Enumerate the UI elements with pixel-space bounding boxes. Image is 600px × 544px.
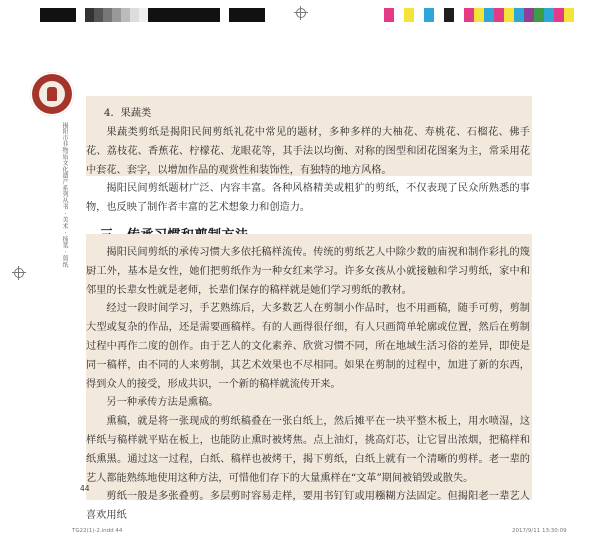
color-swatch: [434, 8, 444, 22]
series-seal-logo: [30, 72, 74, 116]
paragraph-text: 揭阳民间剪纸题材广泛、内容丰富。各种风格精美或粗犷的剪纸，不仅表现了民众所熟悉的事物，也反映了制作者丰富的艺术想象力和创造力。: [86, 183, 530, 214]
color-swatch: [166, 8, 175, 22]
color-swatch: [534, 8, 544, 22]
footer-file-info: TG22(1)-2.indd 44: [72, 528, 123, 534]
paragraph-text: 果蔬类剪纸是揭阳民间剪纸礼花中常见的题材，多种多样的大柚花、寿桃花、石榴花、佛手花、荔枝花、香蕉花、柠檬花、龙眼花等，其手法以均衡、对称的图型和团花图案为主，常采用花中套花、套字，以增加作品的观赏性和装饰性，有独特的地方风格。: [86, 127, 530, 176]
color-swatch: [229, 8, 238, 22]
color-swatch: [454, 8, 464, 22]
color-swatch: [220, 8, 229, 22]
footer-timestamp: 2017/9/11 13:30:09: [512, 528, 567, 534]
color-swatch: [103, 8, 112, 22]
color-swatch: [494, 8, 504, 22]
color-swatch: [202, 8, 211, 22]
color-swatch: [94, 8, 103, 22]
color-swatch: [464, 8, 474, 22]
paragraph-text: 另一种承传方法是熏稿。: [106, 397, 219, 409]
color-swatch: [76, 8, 85, 22]
color-swatch: [504, 8, 514, 22]
color-swatch: [130, 8, 139, 22]
color-swatch: [394, 8, 404, 22]
paragraph-text: 剪纸一般是多张叠剪。多层剪时容易走样，要用书钉钉或用糨糊方法固定。但揭阳老一辈艺人喜欢用纸: [86, 491, 530, 522]
color-swatch: [211, 8, 220, 22]
seal-emblem: [47, 87, 57, 101]
color-swatch: [247, 8, 256, 22]
color-swatch: [40, 8, 49, 22]
color-swatch: [484, 8, 494, 22]
color-swatch: [404, 8, 414, 22]
color-swatch: [524, 8, 534, 22]
color-swatch: [175, 8, 184, 22]
color-swatch: [444, 8, 454, 22]
page-number: 44: [80, 484, 90, 493]
section-body: [86, 244, 530, 526]
color-swatch: [564, 8, 574, 22]
color-swatch: [193, 8, 202, 22]
color-swatch: [424, 8, 434, 22]
color-swatch: [85, 8, 94, 22]
color-swatch: [544, 8, 554, 22]
color-swatch: [414, 8, 424, 22]
paragraph-text: 揭阳民间剪纸的承传习惯大多依托稿样流传。传统的剪纸艺人中除少数的庙祝和制作彩扎的篾厨工外，基本是女性，她们把剪纸作为一种女红来学习。许多女孩从小就接触和学习剪纸，家中和邻里的长辈女性就是老师，长辈们保存的稿样就是她们学习剪纸的教材。: [86, 247, 530, 296]
registration-mark: [14, 268, 24, 278]
paragraph-text: 熏稿，就是将一张现成的剪纸稿叠在一张白纸上，然后摊平在一块平整木板上，用水喷湿，这样纸与稿样就平贴在板上，也能防止熏时被烤焦。点上油灯，挑高灯芯，让它冒出浓烟，把稿样和纸熏黑。通过这一过程，白纸、稿样也被烤干，揭下剪纸，白纸上就有一个清晰的剪样。老一辈的艺人都能熟练地使用这种方法，可惜他们存下的大量熏样在“文革”期间被销毁或散失。: [86, 416, 530, 484]
color-swatch: [157, 8, 166, 22]
color-swatch: [148, 8, 157, 22]
registration-mark: [296, 8, 306, 18]
color-swatch: [184, 8, 193, 22]
color-swatch: [554, 8, 564, 22]
series-title-vertical: 揭阳市非物质文化遗产系列丛书 · 美术 · 扬葉 · 剪纸: [61, 122, 68, 268]
paragraph: [86, 124, 530, 218]
color-swatch: [384, 8, 394, 22]
color-swatch: [67, 8, 76, 22]
color-swatch: [49, 8, 58, 22]
color-swatch: [256, 8, 265, 22]
color-calibration-bar-left: [40, 8, 265, 22]
color-swatch: [121, 8, 130, 22]
color-swatch: [238, 8, 247, 22]
color-swatch: [139, 8, 148, 22]
color-swatch: [112, 8, 121, 22]
color-swatch: [58, 8, 67, 22]
color-calibration-bar-right: [384, 8, 574, 22]
subsection-heading: 4．果蔬类: [104, 108, 152, 119]
color-swatch: [514, 8, 524, 22]
color-swatch: [474, 8, 484, 22]
paragraph-text: 经过一段时间学习，手艺熟练后，大多数艺人在剪制小作品时，也不用画稿，随手可剪，剪制大型或复杂的作品，还是需要画稿样。有的人画得很仔细，有人只画简单轮廓或位置，然后在剪制过程中再作二度的创作。由于艺人的文化素养、欣赏习惯不同，所在地域生活习俗的差异，即使是同一稿样，由不同的人来剪制，其艺术效果也不尽相同。如果在剪制的过程中，加进了新的东西，得到众人的接受，形成共识，一个新的稿样就流传开来。: [86, 303, 530, 390]
